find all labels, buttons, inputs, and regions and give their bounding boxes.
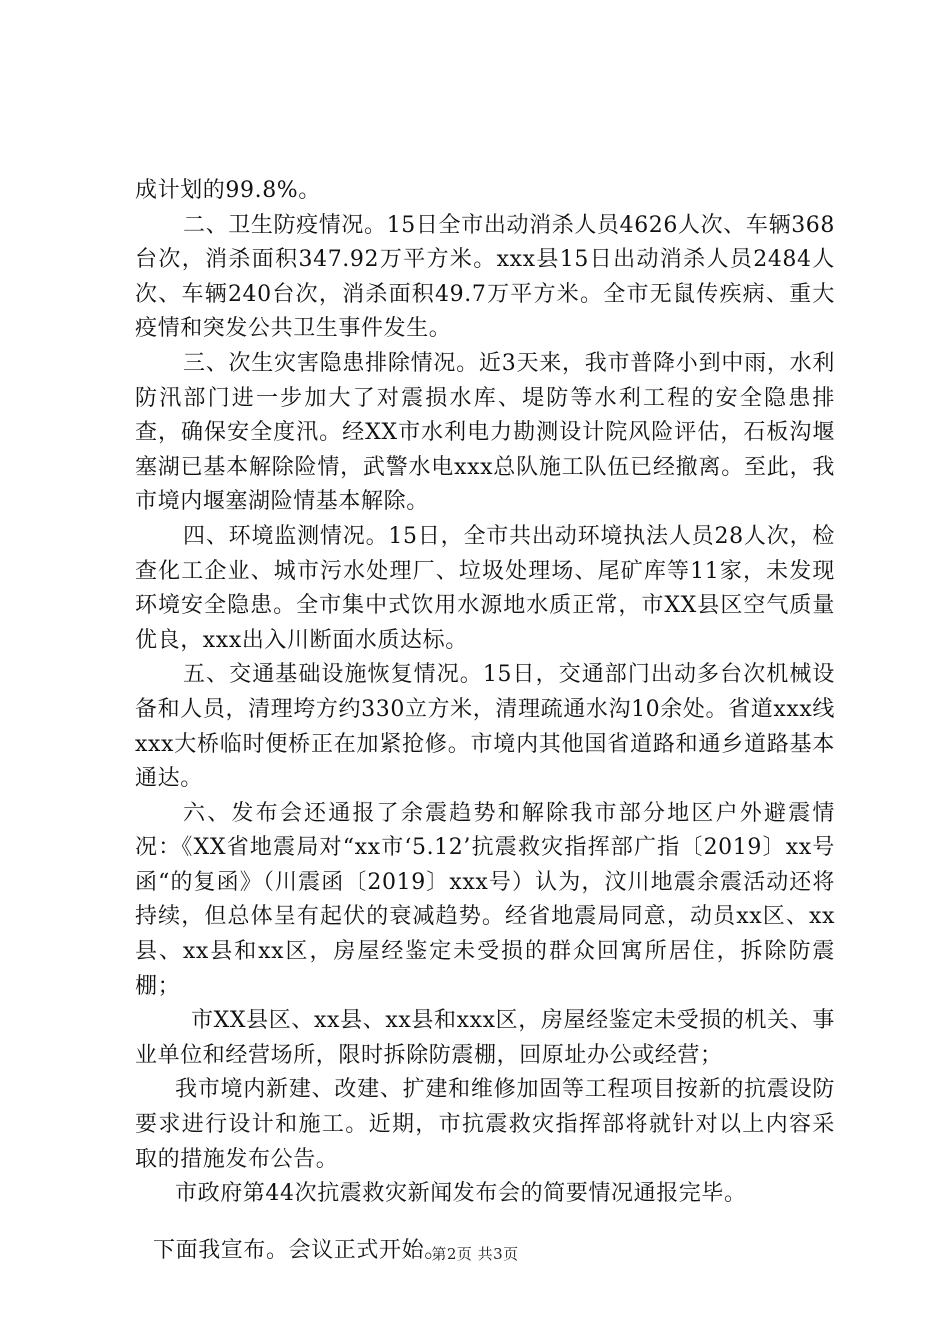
paragraph-continuation: 成计划的99.8%。	[135, 178, 321, 203]
paragraph-health-epidemic: 二、卫生防疫情况。15日全市出动消杀人员4626人次、车辆368台次，消杀面积347.92万平方米。xxx县15日出动消杀人员2484人次、车辆240台次，消杀面积49.7万平方米。全市无鼠传疾病、重大疫情和突发公共卫生事件发生。	[135, 212, 835, 342]
paragraph-aftershock-notice: 六、发布会还通报了余震趋势和解除我市部分地区户外避震情况：《XX省地震局对“xx市‘5.12’抗震救灾指挥部广指〔2019〕xx号函“的复函》（川震函〔2019〕xxx号）认为，汶川地震余震活动还将持续，但总体呈有起伏的衰减趋势。经省地震局同意，动员xx区、xx县、xx县和xx区，房屋经鉴定未受损的群众回寓所居住，拆除防震棚；	[135, 800, 835, 999]
paragraph-environment-monitoring: 四、环境监测情况。15日，全市共出动环境执法人员28人次，检查化工企业、城市污水处理厂、垃圾处理场、尾矿库等11家，未发现环境安全隐患。全市集中式饮用水源地水质正常，市XX县区空气质量优良，xxx出入川断面水质达标。	[135, 523, 835, 653]
paragraph-construction: 我市境内新建、改建、扩建和维修加固等工程项目按新的抗震设防要求进行设计和施工。近期，市抗震救灾指挥部将就针对以上内容采取的措施发布公告。	[135, 1077, 835, 1172]
paragraph-meeting-start: 下面我宣布。会议正式开始。	[153, 1237, 447, 1263]
paragraph-institutions: 市XX县区、xx县、xx县和xxx区，房屋经鉴定未受损的机关、事业单位和经营场所，限时拆除防震棚，回原址办公或经营；	[135, 1008, 835, 1068]
paragraph-secondary-disaster: 三、次生灾害隐患排除情况。近3天来，我市普降小到中雨，水利防汛部门进一步加大了对震损水库、堤防等水利工程的安全隐患排查，确保安全度汛。经XX市水利电力勘测设计院风险评估，石板沟堰塞湖已基本解除险情，武警水电xxx总队施工队伍已经撤离。至此，我市境内堰塞湖险情基本解除。	[135, 350, 835, 515]
page-footer: 第2页 共3页	[431, 1245, 519, 1263]
paragraph-traffic-recovery: 五、交通基础设施恢复情况。15日，交通部门出动多台次机械设备和人员，清理垮方约330立方米，清理疏通水沟10余处。省道xxx线xxx大桥临时便桥正在加紧抢修。市境内其他国省道路和通乡道路基本通达。	[135, 662, 835, 792]
document-body	[135, 174, 835, 1268]
paragraph-report-complete: 市政府第44次抗震救灾新闻发布会的简要情况通报完毕。	[175, 1181, 747, 1207]
